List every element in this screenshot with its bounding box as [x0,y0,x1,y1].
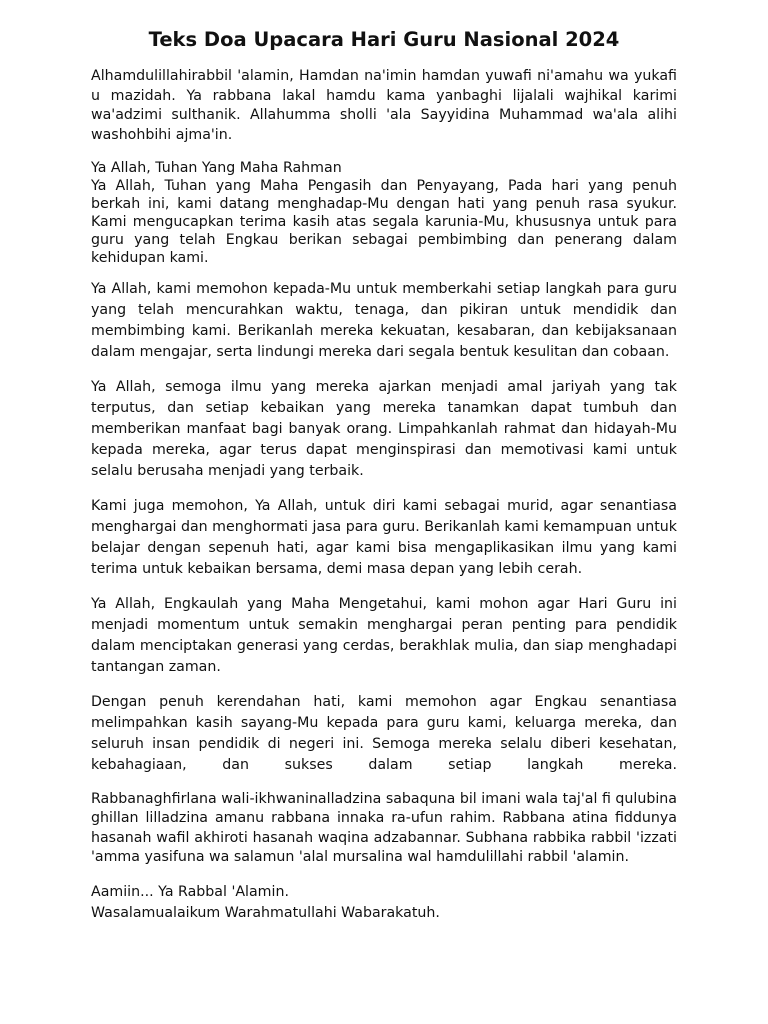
paragraph-7: Rabbanaghfirlana wali-ikhwaninalladzina sabaquna bil imani wala taj'al fi qulubina ghillan lilladzina amanu rabbana innaka ra-ufun rahim. Rabbana atina fiddunya hasanah wafil akhiroti hasanah waqina adzabannar. Subhana rabbika rabbil 'izzati 'amma yasifuna wa salamun 'alal mursalina wal hamdulillahi rabbil 'alamin. [91,791,677,866]
paragraph-2: Ya Allah, kami memohon kepada-Mu untuk memberkahi setiap langkah para guru yang telah mencurahkan waktu, tenaga, dan pikiran untuk mendidik dan membimbing kami. Berikanlah mereka kekuatan, kesabaran, dan kebijaksanaan dalam mengajar, serta lindungi mereka dari segala bentuk kesulitan dan cobaan. [91,281,677,360]
document-body [91,67,677,924]
section-heading: Ya Allah, Tuhan Yang Maha Rahman [91,160,342,176]
section-heading-block [91,160,677,267]
paragraph-4: Kami juga memohon, Ya Allah, untuk diri kami sebagai murid, agar senantiasa menghargai dan menghormati jasa para guru. Berikanlah kami kemampuan untuk belajar dengan sepenuh hati, agar kami bisa mengaplikasikan ilmu yang kami terima untuk kebaikan bersama, demi masa depan yang lebih cerah. [91,498,677,577]
closing-block [91,882,677,924]
paragraph-3: Ya Allah, semoga ilmu yang mereka ajarkan menjadi amal jariyah yang tak terputus, dan setiap kebaikan yang mereka tanamkan dapat tumbuh dan memberikan manfaat bagi banyak orang. Limpahkanlah rahmat dan hidayah-Mu kepada mereka, agar terus dapat menginspirasi dan memotivasi kami untuk selalu berusaha menjadi yang terbaik. [91,379,677,479]
opening-paragraph: Alhamdulillahirabbil 'alamin, Hamdan na'imin hamdan yuwafi ni'amahu wa yukafi u mazidah. Ya rabbana lakal hamdu kama yanbaghi lijalali wajhikal karimi wa'adzimi sulthanik. Allahumma sholli 'ala Sayyidina Muhammad wa'ala alihi washohbihi ajma'in. [91,68,677,143]
document-title: Teks Doa Upacara Hari Guru Nasional 2024 [148,28,620,51]
closing-amen: Aamiin... Ya Rabbal 'Alamin. [91,883,289,900]
paragraph-6: Dengan penuh kerendahan hati, kami memohon agar Engkau senantiasa melimpahkan kasih sayang-Mu kepada para guru kami, keluarga mereka, dan seluruh insan pendidik di negeri ini. Semoga mereka selalu diberi kesehatan, kebahagiaan, dan sukses dalam setiap langkah mereka. [91,694,677,773]
paragraph-1: Ya Allah, Tuhan yang Maha Pengasih dan Penyayang, Pada hari yang penuh berkah ini, kami datang menghadap-Mu dengan hati yang penuh rasa syukur. Kami mengucapkan terima kasih atas segala karunia-Mu, khususnya untuk para guru yang telah Engkau berikan sebagai pembimbing dan penerang dalam kehidupan kami. [91,178,677,266]
closing-salam: Wasalamualaikum Warahmatullahi Wabarakatuh. [91,904,440,921]
paragraph-5: Ya Allah, Engkaulah yang Maha Mengetahui, kami mohon agar Hari Guru ini menjadi momentum untuk semakin menghargai peran penting para pendidik dalam menciptakan generasi yang cerdas, berakhlak mulia, dan siap menghadapi tantangan zaman. [91,596,677,675]
